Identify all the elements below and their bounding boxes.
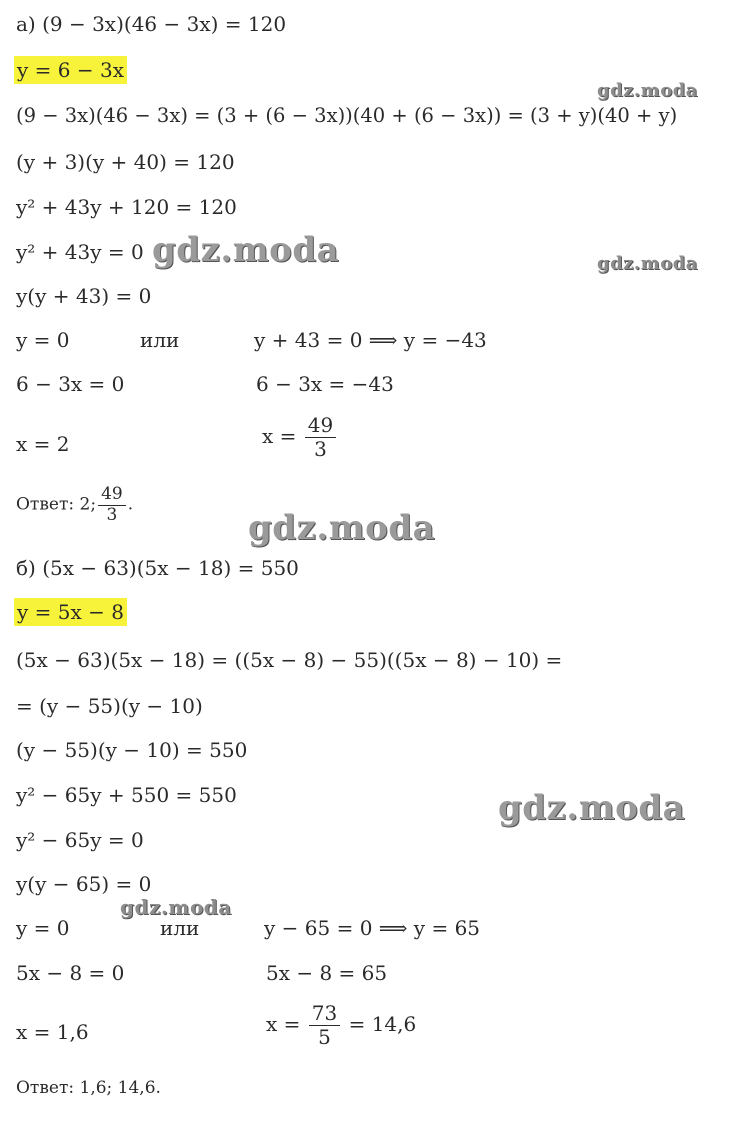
problem-a-answer: [16, 485, 133, 525]
problem-a-step3: y² + 43y = 0: [16, 240, 144, 264]
problem-b-step2: y² − 65y + 550 = 550: [16, 783, 237, 807]
watermark: gdz.moda: [152, 230, 340, 270]
fraction-numerator: 49: [305, 414, 336, 438]
x2-suffix: = 14,6: [348, 1012, 417, 1036]
watermark: gdz.moda: [120, 895, 232, 919]
problem-b-root1: y = 0: [16, 916, 70, 940]
answer-prefix: Ответ: 2;: [16, 494, 97, 515]
problem-a-x1: x = 2: [16, 432, 70, 456]
problem-b-step4: y(y − 65) = 0: [16, 872, 152, 896]
problem-b-or: или: [160, 916, 200, 940]
problem-b-expansion: (5x − 63)(5x − 18) = ((5x − 8) − 55)((5x − 8) − 10) =: [16, 648, 563, 672]
problem-a-or: или: [140, 328, 180, 352]
problem-b-expansion2: = (y − 55)(y − 10): [16, 694, 203, 718]
problem-b-back2: 5x − 8 = 65: [266, 961, 388, 985]
answer-numerator: 49: [98, 485, 126, 506]
highlight-substitution: y = 6 − 3x: [14, 56, 127, 84]
answer-denominator: 3: [106, 504, 118, 525]
problem-a-back1: 6 − 3x = 0: [16, 372, 125, 396]
fraction: [305, 414, 336, 461]
problem-a-root1: y = 0: [16, 328, 70, 352]
problem-b-x2: [266, 1002, 416, 1049]
problem-a-expansion: (9 − 3x)(46 − 3x) = (3 + (6 − 3x))(40 + (6 − 3x)) = (3 + y)(40 + y): [16, 104, 678, 127]
watermark: gdz.moda: [248, 508, 436, 548]
problem-b-step1: (y − 55)(y − 10) = 550: [16, 738, 248, 762]
problem-a-step4: y(y + 43) = 0: [16, 284, 152, 308]
problem-a-step1: (y + 3)(y + 40) = 120: [16, 150, 235, 174]
problem-b-root2: y − 65 = 0 ⟹ y = 65: [264, 916, 481, 940]
problem-a-x2: [262, 414, 338, 461]
highlight-substitution: y = 5x − 8: [14, 598, 127, 626]
problem-b-equation: б) (5x − 63)(5x − 18) = 550: [16, 556, 299, 580]
problem-a-equation: а) (9 − 3x)(46 − 3x) = 120: [16, 12, 287, 36]
watermark: gdz.moda: [498, 788, 686, 828]
watermark: gdz.moda: [597, 80, 698, 101]
answer-fraction: [98, 485, 126, 525]
x2-prefix: x =: [262, 424, 297, 448]
problem-a-substitution: [14, 58, 127, 82]
problem-a-step2: y² + 43y + 120 = 120: [16, 195, 237, 219]
fraction-numerator: 73: [309, 1002, 340, 1026]
answer-suffix: .: [127, 494, 134, 515]
fraction-denominator: 3: [314, 437, 327, 461]
problem-a-root2: y + 43 = 0 ⟹ y = −43: [254, 328, 487, 352]
problem-b-x1: x = 1,6: [16, 1020, 89, 1044]
problem-b-answer: Ответ: 1,6; 14,6.: [16, 1078, 161, 1098]
problem-a-back2: 6 − 3x = −43: [256, 372, 394, 396]
problem-b-back1: 5x − 8 = 0: [16, 961, 125, 985]
fraction: [309, 1002, 340, 1049]
x2-prefix: x =: [266, 1012, 301, 1036]
fraction-denominator: 5: [318, 1025, 331, 1049]
watermark: gdz.moda: [597, 253, 698, 274]
problem-b-substitution: [14, 600, 127, 624]
problem-b-step3: y² − 65y = 0: [16, 828, 144, 852]
